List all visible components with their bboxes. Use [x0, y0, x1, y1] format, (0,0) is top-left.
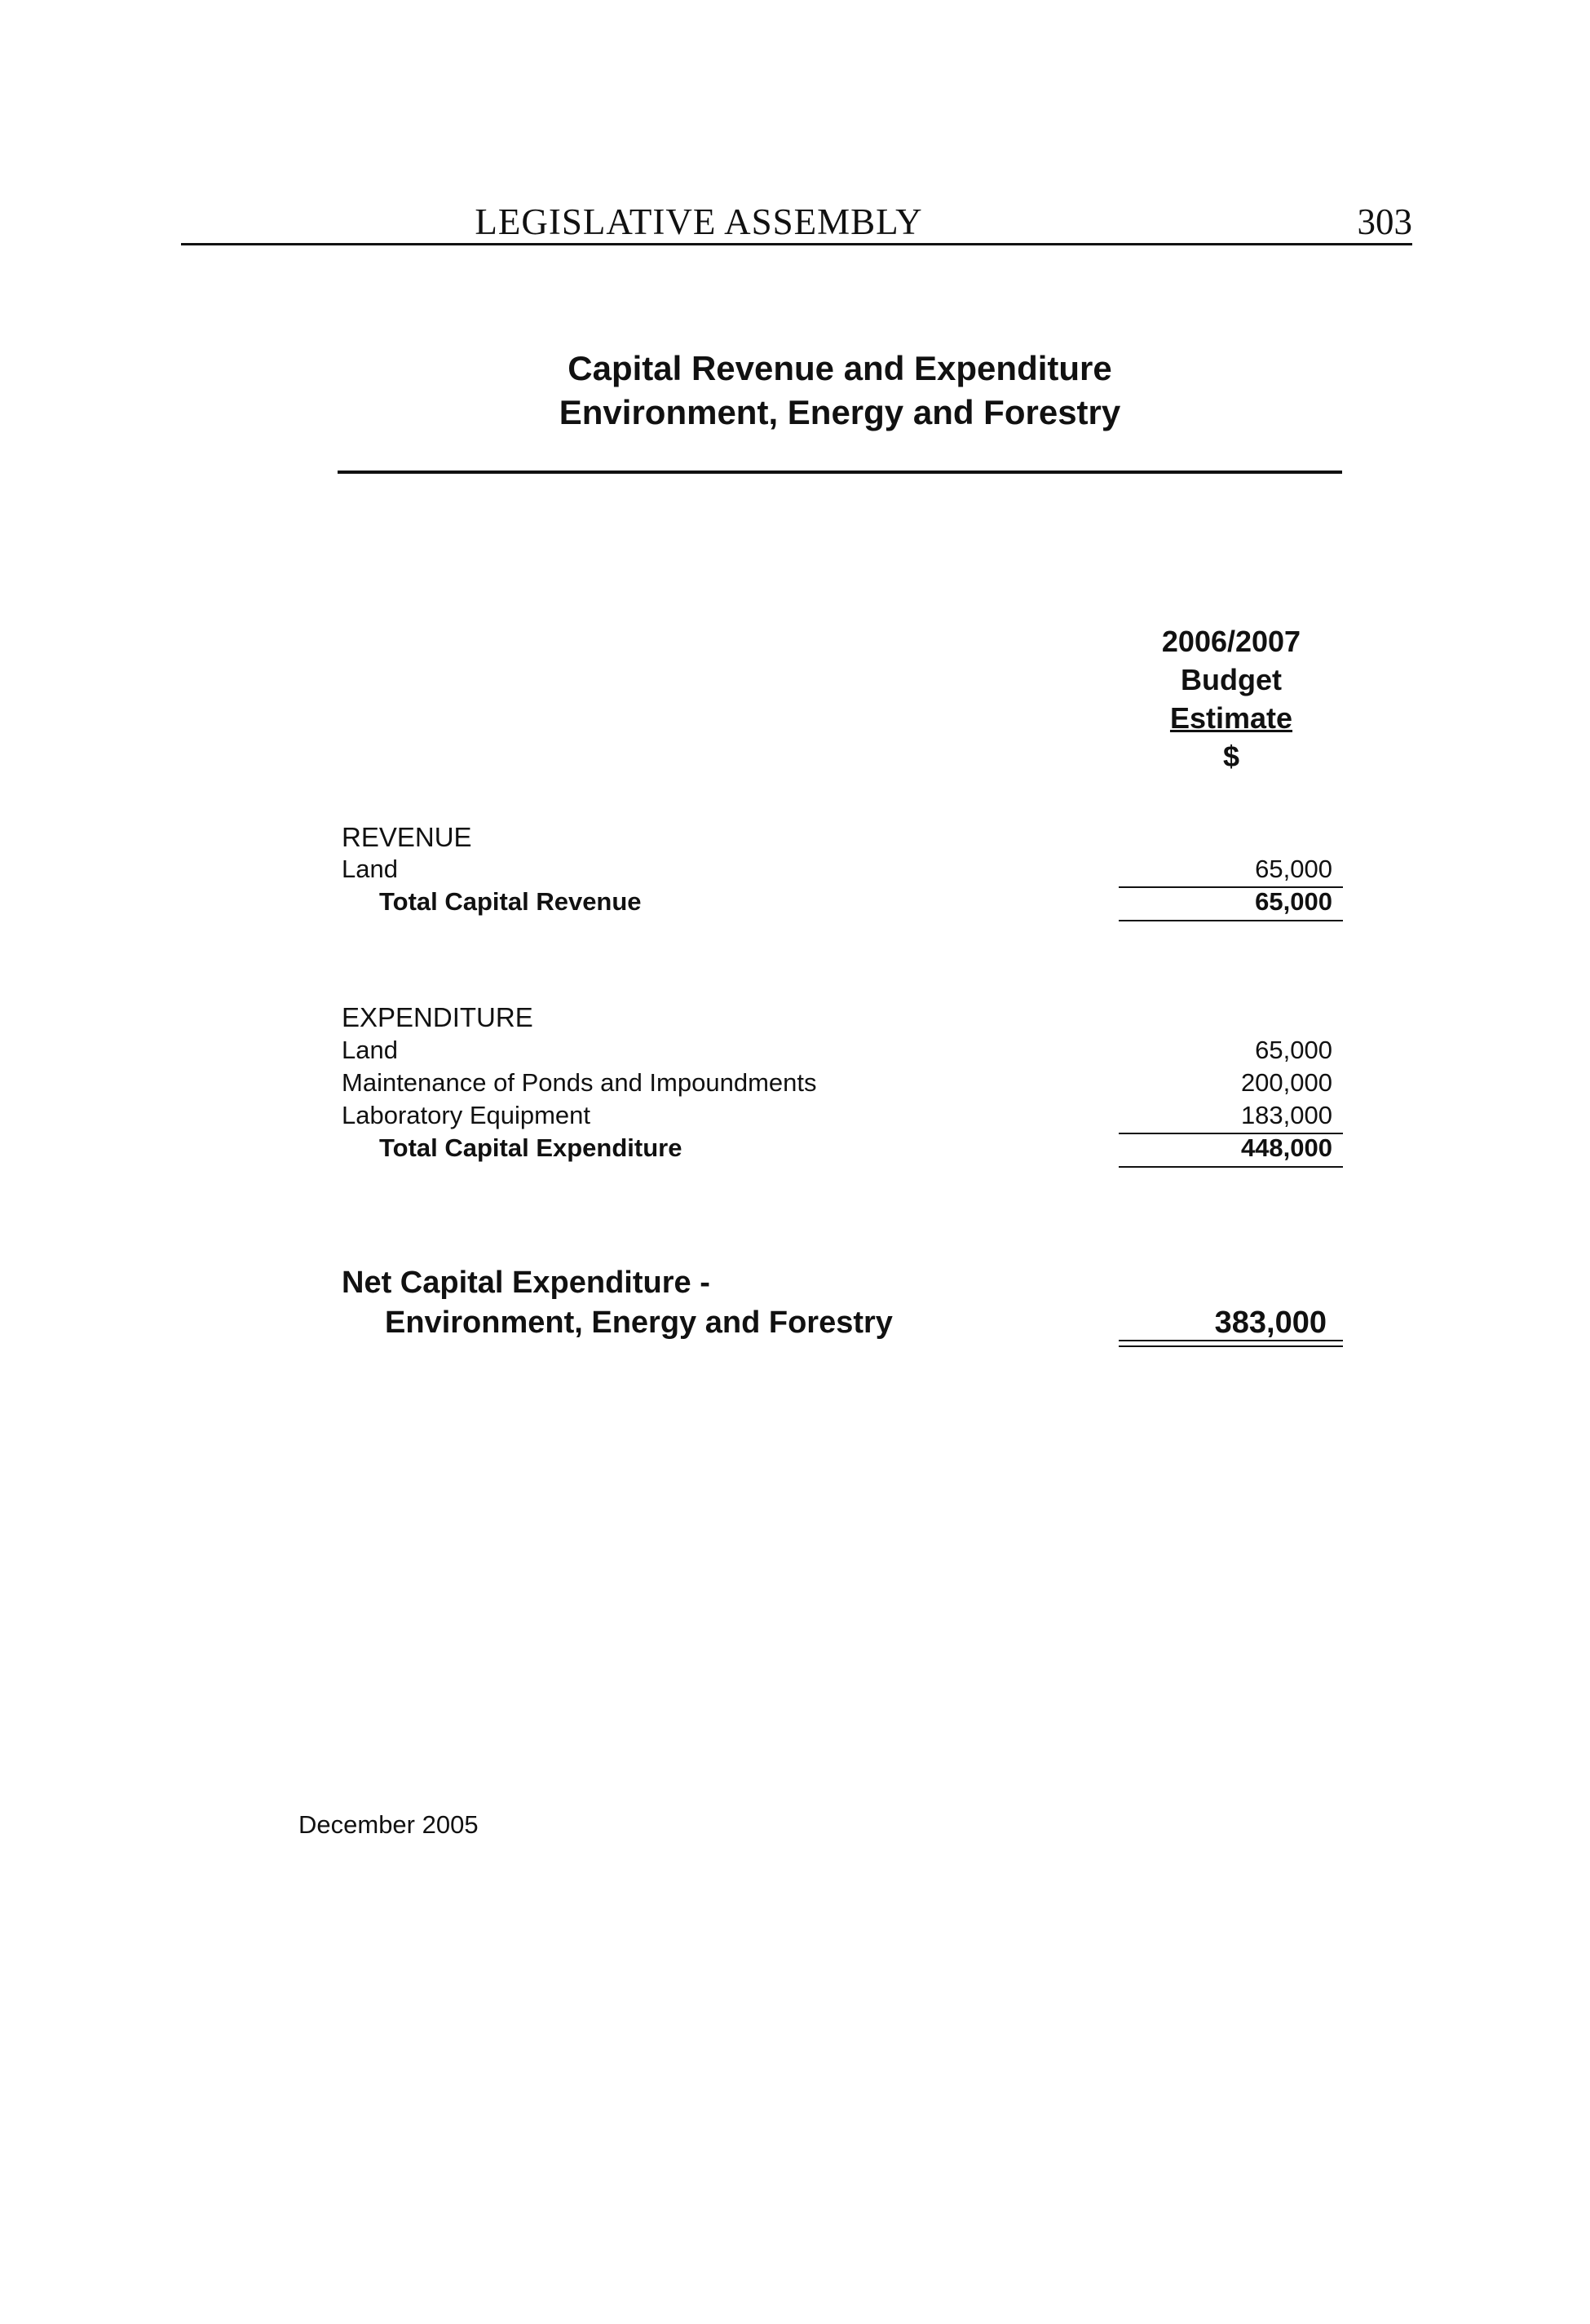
net-amount: 383,000: [1214, 1306, 1327, 1340]
revenue-total-rule: [1119, 920, 1343, 921]
column-header-estimate: Estimate: [1169, 701, 1293, 735]
expenditure-item-label: Land: [342, 1036, 398, 1064]
column-header: [1117, 622, 1345, 775]
column-header-budget: Budget: [1181, 663, 1282, 696]
net-label-line1: Net Capital Expenditure -: [342, 1266, 710, 1300]
revenue-total-label: Total Capital Revenue: [379, 887, 642, 916]
net-label-line2: Environment, Energy and Forestry: [385, 1306, 893, 1340]
page-number: 303: [1357, 201, 1412, 242]
expenditure-heading: EXPENDITURE: [342, 1002, 533, 1032]
running-head: [181, 197, 1412, 245]
net-double-rule-bottom: [1119, 1345, 1343, 1347]
expenditure-item-amount: 200,000: [1240, 1068, 1332, 1097]
expenditure-total-rule: [1119, 1166, 1343, 1168]
document-title: Capital Revenue and Expenditure: [568, 349, 1112, 387]
expenditure-item-amount: 65,000: [1255, 1036, 1332, 1064]
expenditure-item-label: Laboratory Equipment: [342, 1101, 591, 1129]
revenue-item-amount: 65,000: [1255, 855, 1332, 883]
expenditure-total-amount: 448,000: [1240, 1133, 1332, 1162]
running-head-title: LEGISLATIVE ASSEMBLY: [475, 201, 923, 242]
document-subtitle: Environment, Energy and Forestry: [559, 393, 1121, 431]
revenue-item-label: Land: [342, 855, 398, 883]
column-header-unit: $: [1222, 740, 1240, 773]
revenue-heading: REVENUE: [342, 822, 472, 852]
footer-date: December 2005: [298, 1810, 479, 1839]
expenditure-total-label: Total Capital Expenditure: [379, 1133, 682, 1162]
net-double-rule-top: [1119, 1340, 1343, 1341]
revenue-total-amount: 65,000: [1255, 887, 1332, 916]
expenditure-item-label: Maintenance of Ponds and Impoundments: [342, 1068, 817, 1097]
title-rule: [338, 471, 1342, 474]
expenditure-item-amount: 183,000: [1240, 1101, 1332, 1129]
column-header-period: 2006/2007: [1161, 625, 1301, 658]
